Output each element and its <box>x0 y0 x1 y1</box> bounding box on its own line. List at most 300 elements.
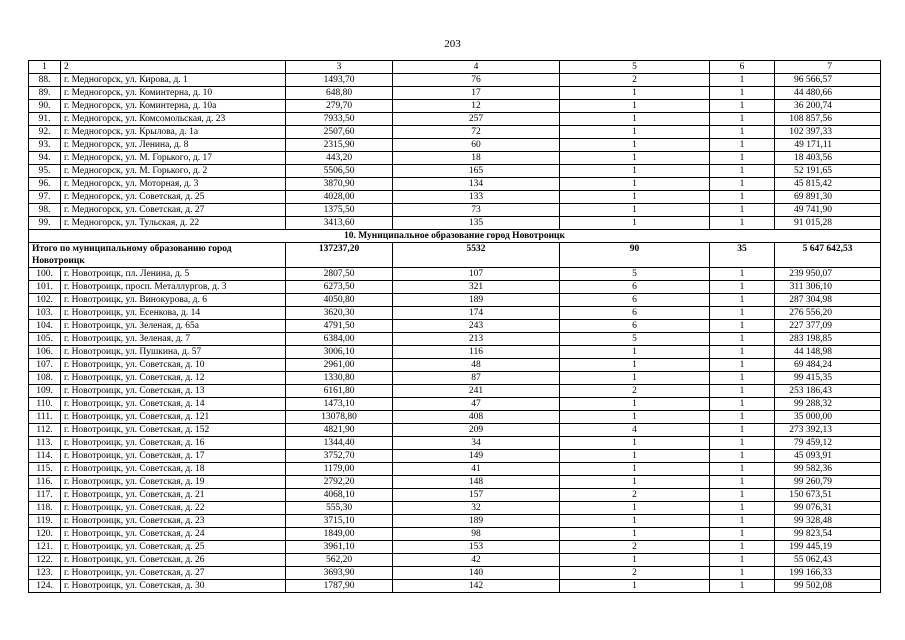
table-cell: 1 <box>710 489 775 502</box>
table-cell: 443,20 <box>286 152 393 165</box>
table-cell: 6 <box>560 320 710 333</box>
table-cell: 1 <box>560 580 710 593</box>
table-row <box>29 411 881 424</box>
table-cell: 1493,70 <box>286 74 393 87</box>
table-cell: 117. <box>29 489 61 502</box>
table-row <box>29 359 881 372</box>
table-cell: 105. <box>29 333 61 346</box>
table-cell: 1 <box>710 567 775 580</box>
table-cell: 135 <box>393 217 560 230</box>
table-cell: 99 502,08 <box>775 580 881 593</box>
table-cell: 148 <box>393 476 560 489</box>
table-cell: 1 <box>560 502 710 515</box>
table-cell: г. Новотроицк, ул. Советская, д. 25 <box>61 541 286 554</box>
table-cell: 150 673,51 <box>775 489 881 502</box>
table-cell: 3752,70 <box>286 450 393 463</box>
table-cell: 55 062,43 <box>775 554 881 567</box>
table-cell: 189 <box>393 294 560 307</box>
table-cell: 4 <box>560 424 710 437</box>
table-cell: 1 <box>710 320 775 333</box>
column-number-row <box>29 61 881 74</box>
table-cell: 3 <box>286 61 393 74</box>
table-cell: 69 484,24 <box>775 359 881 372</box>
table-cell: г. Новотроицк, ул. Советская, д. 10 <box>61 359 286 372</box>
table-row <box>29 541 881 554</box>
table-cell: 45 093,91 <box>775 450 881 463</box>
table-cell: 1 <box>710 268 775 281</box>
table-cell: 1 <box>710 217 775 230</box>
table-cell: 3961,10 <box>286 541 393 554</box>
table-row <box>29 307 881 320</box>
table-cell: 1 <box>710 139 775 152</box>
table-cell: 108. <box>29 372 61 385</box>
table-cell: г. Медногорск, ул. Кирова, д. 1 <box>61 74 286 87</box>
table-cell: 1 <box>29 61 61 74</box>
table-cell: 279,70 <box>286 100 393 113</box>
table-row <box>29 320 881 333</box>
table-cell: г. Медногорск, ул. М. Горького, д. 17 <box>61 152 286 165</box>
table-cell: г. Новотроицк, ул. Советская, д. 17 <box>61 450 286 463</box>
table-cell: 1849,00 <box>286 528 393 541</box>
table-cell: г. Новотроицк, ул. Советская, д. 26 <box>61 554 286 567</box>
table-cell: 3715,10 <box>286 515 393 528</box>
table-cell: 2 <box>560 541 710 554</box>
table-cell: 276 556,20 <box>775 307 881 320</box>
table-cell: 92. <box>29 126 61 139</box>
register-table <box>28 60 881 593</box>
table-row <box>29 204 881 217</box>
table-cell: 18 403,56 <box>775 152 881 165</box>
table-cell: г. Новотроицк, ул. Советская, д. 24 <box>61 528 286 541</box>
table-cell: 103. <box>29 307 61 320</box>
table-row <box>29 74 881 87</box>
table-cell: 123. <box>29 567 61 580</box>
table-cell: 89. <box>29 87 61 100</box>
table-cell: 241 <box>393 385 560 398</box>
table-row <box>29 165 881 178</box>
table-cell: 114. <box>29 450 61 463</box>
table-cell: 49 741,90 <box>775 204 881 217</box>
table-cell: 142 <box>393 580 560 593</box>
table-cell: 12 <box>393 100 560 113</box>
table-cell: 41 <box>393 463 560 476</box>
table-cell: г. Новотроицк, ул. Советская, д. 30 <box>61 580 286 593</box>
table-cell: 6384,00 <box>286 333 393 346</box>
table-cell: 133 <box>393 191 560 204</box>
table-cell: 118. <box>29 502 61 515</box>
table-cell: 95. <box>29 165 61 178</box>
table-cell: 1 <box>560 515 710 528</box>
table-cell: 6161,80 <box>286 385 393 398</box>
table-cell: г. Новотроицк, ул. Советская, д. 21 <box>61 489 286 502</box>
table-cell: 1 <box>560 87 710 100</box>
table-cell: 1 <box>560 359 710 372</box>
table-cell: 87 <box>393 372 560 385</box>
table-cell: 99 415,35 <box>775 372 881 385</box>
table-cell: 109. <box>29 385 61 398</box>
table-cell: 47 <box>393 398 560 411</box>
table-cell: 99 823,54 <box>775 528 881 541</box>
table-cell: 227 377,09 <box>775 320 881 333</box>
table-cell: 2 <box>560 74 710 87</box>
table-cell: 113. <box>29 437 61 450</box>
table-row <box>29 528 881 541</box>
table-cell: 100. <box>29 268 61 281</box>
table-cell: 1 <box>710 502 775 515</box>
table-row <box>29 372 881 385</box>
table-row <box>29 139 881 152</box>
table-cell: 6 <box>560 294 710 307</box>
table-cell: 1330,80 <box>286 372 393 385</box>
table-row <box>29 217 881 230</box>
table-cell: 111. <box>29 411 61 424</box>
table-cell: 1 <box>710 346 775 359</box>
table-cell: 1 <box>560 450 710 463</box>
section-title-row <box>29 230 881 243</box>
table-cell: 2807,50 <box>286 268 393 281</box>
table-cell: 2 <box>61 61 286 74</box>
table-cell: 1 <box>560 100 710 113</box>
table-cell: 98 <box>393 528 560 541</box>
table-cell: г. Медногорск, ул. Ленина, д. 8 <box>61 139 286 152</box>
table-cell: 4050,80 <box>286 294 393 307</box>
table-cell: 122. <box>29 554 61 567</box>
table-cell: 4 <box>393 61 560 74</box>
table-row <box>29 424 881 437</box>
table-cell: г. Новотроицк, ул. Советская, д. 23 <box>61 515 286 528</box>
table-cell: 1787,90 <box>286 580 393 593</box>
table-cell: 1 <box>560 204 710 217</box>
table-cell: 72 <box>393 126 560 139</box>
table-cell: 1 <box>710 165 775 178</box>
table-cell: 1179,00 <box>286 463 393 476</box>
table-cell: 1 <box>560 346 710 359</box>
table-cell: 1 <box>560 437 710 450</box>
table-cell: г. Новотроицк, ул. Винокурова, д. 6 <box>61 294 286 307</box>
table-cell: 99. <box>29 217 61 230</box>
table-cell: 96 566,57 <box>775 74 881 87</box>
table-cell: 1 <box>710 87 775 100</box>
table-cell: 1 <box>710 126 775 139</box>
table-row <box>29 489 881 502</box>
table-cell: 153 <box>393 541 560 554</box>
table-cell: г. Новотроицк, ул. Советская, д. 27 <box>61 567 286 580</box>
table-cell: 1 <box>710 424 775 437</box>
table-cell: 107 <box>393 268 560 281</box>
table-cell: 52 191,65 <box>775 165 881 178</box>
table-cell: 5 <box>560 61 710 74</box>
table-cell: г. Медногорск, ул. Крылова, д. 1а <box>61 126 286 139</box>
table-cell: 1 <box>710 385 775 398</box>
table-cell: 119. <box>29 515 61 528</box>
table-cell: 165 <box>393 165 560 178</box>
table-row <box>29 567 881 580</box>
table-cell: 1 <box>710 152 775 165</box>
table-row <box>29 398 881 411</box>
table-cell: 2792,20 <box>286 476 393 489</box>
table-cell: 94. <box>29 152 61 165</box>
table-cell: 283 198,85 <box>775 333 881 346</box>
table-row <box>29 152 881 165</box>
table-cell: 6273,50 <box>286 281 393 294</box>
table-cell: г. Новотроицк, ул. Советская, д. 18 <box>61 463 286 476</box>
table-cell: 1 <box>710 307 775 320</box>
total-sum: 5 647 642,53 <box>775 243 881 268</box>
table-cell: 99 076,31 <box>775 502 881 515</box>
table-cell: 120. <box>29 528 61 541</box>
table-cell: 1 <box>560 398 710 411</box>
table-cell: 1 <box>710 463 775 476</box>
table-cell: 1 <box>710 359 775 372</box>
total-col5: 90 <box>560 243 710 268</box>
table-cell: 1 <box>710 476 775 489</box>
table-cell: 2 <box>560 385 710 398</box>
table-cell: г. Медногорск, ул. Коминтерна, д. 10а <box>61 100 286 113</box>
table-cell: 1 <box>710 437 775 450</box>
table-row <box>29 113 881 126</box>
table-cell: 2 <box>560 567 710 580</box>
table-cell: 1 <box>710 100 775 113</box>
table-cell: 3870,90 <box>286 178 393 191</box>
table-cell: г. Новотроицк, ул. Советская, д. 14 <box>61 398 286 411</box>
table-cell: 18 <box>393 152 560 165</box>
table-cell: 1 <box>710 204 775 217</box>
table-cell: 35 000,00 <box>775 411 881 424</box>
table-row <box>29 554 881 567</box>
table-cell: г. Новотроицк, просп. Металлургов, д. 3 <box>61 281 286 294</box>
table-row <box>29 178 881 191</box>
table-cell: 199 166,33 <box>775 567 881 580</box>
total-row <box>29 243 881 268</box>
table-cell: 42 <box>393 554 560 567</box>
table-cell: г. Новотроицк, пл. Ленина, д. 5 <box>61 268 286 281</box>
table-cell: 6 <box>560 307 710 320</box>
total-area: 137237,20 <box>286 243 393 268</box>
table-cell: 1 <box>710 580 775 593</box>
total-col6: 35 <box>710 243 775 268</box>
table-cell: 1 <box>710 113 775 126</box>
table-cell: 49 171,11 <box>775 139 881 152</box>
table-row <box>29 87 881 100</box>
table-cell: 1 <box>710 191 775 204</box>
table-cell: г. Новотроицк, ул. Пушкина, д. 57 <box>61 346 286 359</box>
table-cell: 1 <box>710 333 775 346</box>
table-cell: г. Новотроицк, ул. Советская, д. 22 <box>61 502 286 515</box>
table-cell: 1 <box>560 113 710 126</box>
total-col4: 5532 <box>393 243 560 268</box>
total-label: Итого по муниципальному образованию город Новотроицк <box>29 243 286 268</box>
table-cell: 108 857,56 <box>775 113 881 126</box>
table-cell: 174 <box>393 307 560 320</box>
table-cell: г. Медногорск, ул. Тульская, д. 22 <box>61 217 286 230</box>
table-cell: 1 <box>560 476 710 489</box>
table-cell: 3413,60 <box>286 217 393 230</box>
table-row <box>29 502 881 515</box>
table-cell: 1 <box>710 541 775 554</box>
table-cell: 5 <box>560 268 710 281</box>
table-cell: 1 <box>710 178 775 191</box>
table-cell: 2 <box>560 489 710 502</box>
table-cell: 189 <box>393 515 560 528</box>
table-cell: 48 <box>393 359 560 372</box>
table-cell: 60 <box>393 139 560 152</box>
table-cell: 116 <box>393 346 560 359</box>
table-cell: 6 <box>710 61 775 74</box>
table-cell: 91. <box>29 113 61 126</box>
table-cell: 1 <box>560 178 710 191</box>
table-cell: 91 015,28 <box>775 217 881 230</box>
table-cell: 32 <box>393 502 560 515</box>
table-cell: 17 <box>393 87 560 100</box>
table-cell: 1 <box>710 450 775 463</box>
table-row <box>29 385 881 398</box>
table-row <box>29 294 881 307</box>
table-cell: 1 <box>710 528 775 541</box>
table-cell: 88. <box>29 74 61 87</box>
table-row <box>29 281 881 294</box>
table-cell: 96. <box>29 178 61 191</box>
table-cell: г. Медногорск, ул. Советская, д. 27 <box>61 204 286 217</box>
table-cell: 101. <box>29 281 61 294</box>
table-cell: 1 <box>710 294 775 307</box>
table-row <box>29 580 881 593</box>
section-title: 10. Муниципальное образование город Новотроицк <box>29 230 881 243</box>
table-cell: 4068,10 <box>286 489 393 502</box>
table-cell: 1 <box>710 411 775 424</box>
table-row <box>29 450 881 463</box>
table-cell: 1 <box>710 398 775 411</box>
table-cell: 6 <box>560 281 710 294</box>
table-cell: 253 186,43 <box>775 385 881 398</box>
table-cell: 134 <box>393 178 560 191</box>
table-cell: г. Новотроицк, ул. Советская, д. 16 <box>61 437 286 450</box>
table-cell: 1 <box>560 411 710 424</box>
table-cell: 555,30 <box>286 502 393 515</box>
table-cell: 209 <box>393 424 560 437</box>
table-cell: 1375,50 <box>286 204 393 217</box>
table-cell: 121. <box>29 541 61 554</box>
table-cell: 408 <box>393 411 560 424</box>
table-cell: 34 <box>393 437 560 450</box>
table-cell: г. Медногорск, ул. Коминтерна, д. 10 <box>61 87 286 100</box>
table-row <box>29 268 881 281</box>
table-cell: 98. <box>29 204 61 217</box>
table-cell: 102 397,33 <box>775 126 881 139</box>
table-cell: г. Медногорск, ул. Комсомольская, д. 23 <box>61 113 286 126</box>
table-cell: 2507,60 <box>286 126 393 139</box>
table-cell: 73 <box>393 204 560 217</box>
table-cell: 1 <box>560 554 710 567</box>
table-cell: 1 <box>710 281 775 294</box>
table-row <box>29 346 881 359</box>
table-cell: 2315,90 <box>286 139 393 152</box>
table-cell: 1 <box>560 463 710 476</box>
table-cell: 1 <box>560 165 710 178</box>
table-cell: г. Новотроицк, ул. Советская, д. 121 <box>61 411 286 424</box>
table-cell: г. Новотроицк, ул. Есенкова, д. 14 <box>61 307 286 320</box>
table-cell: 79 459,12 <box>775 437 881 450</box>
table-row <box>29 191 881 204</box>
table-cell: 116. <box>29 476 61 489</box>
table-cell: 7933,50 <box>286 113 393 126</box>
table-cell: 321 <box>393 281 560 294</box>
table-cell: 1 <box>710 554 775 567</box>
table-cell: 1344,40 <box>286 437 393 450</box>
table-cell: 3620,30 <box>286 307 393 320</box>
page-number: 203 <box>444 38 461 50</box>
table-cell: г. Медногорск, ул. М. Горького, д. 2 <box>61 165 286 178</box>
table-cell: 106. <box>29 346 61 359</box>
table-cell: 257 <box>393 113 560 126</box>
table-cell: 104. <box>29 320 61 333</box>
table-cell: 562,20 <box>286 554 393 567</box>
table-row <box>29 126 881 139</box>
table-cell: 1 <box>560 191 710 204</box>
table-row <box>29 515 881 528</box>
table-cell: 1 <box>560 126 710 139</box>
table-row <box>29 100 881 113</box>
table-cell: г. Медногорск, ул. Моторная, д. 3 <box>61 178 286 191</box>
table-cell: 648,80 <box>286 87 393 100</box>
table-cell: 1 <box>560 139 710 152</box>
table-cell: 7 <box>775 61 881 74</box>
table-cell: 1 <box>560 528 710 541</box>
table-cell: 99 328,48 <box>775 515 881 528</box>
table-cell: 213 <box>393 333 560 346</box>
table-cell: 36 200,74 <box>775 100 881 113</box>
table-cell: 5 <box>560 333 710 346</box>
table-cell: 1 <box>710 74 775 87</box>
table-cell: 311 306,10 <box>775 281 881 294</box>
table-cell: 4821,90 <box>286 424 393 437</box>
table-cell: 97. <box>29 191 61 204</box>
table-cell: 5506,50 <box>286 165 393 178</box>
table-cell: 3693,90 <box>286 567 393 580</box>
table-cell: 76 <box>393 74 560 87</box>
table-row <box>29 476 881 489</box>
table-cell: г. Новотроицк, ул. Советская, д. 19 <box>61 476 286 489</box>
table-row <box>29 437 881 450</box>
table-cell: 13078,80 <box>286 411 393 424</box>
table-cell: 102. <box>29 294 61 307</box>
table-cell: 273 392,13 <box>775 424 881 437</box>
table-cell: 149 <box>393 450 560 463</box>
table-cell: 107. <box>29 359 61 372</box>
table-cell: г. Новотроицк, ул. Советская, д. 13 <box>61 385 286 398</box>
table-cell: г. Медногорск, ул. Советская, д. 25 <box>61 191 286 204</box>
table-cell: 99 288,32 <box>775 398 881 411</box>
table-cell: 3006,10 <box>286 346 393 359</box>
table-cell: г. Новотроицк, ул. Зеленая, д. 65а <box>61 320 286 333</box>
table-cell: 45 815,42 <box>775 178 881 191</box>
table-cell: 4028,00 <box>286 191 393 204</box>
table-row <box>29 463 881 476</box>
table-cell: 90. <box>29 100 61 113</box>
table-cell: 1 <box>560 372 710 385</box>
table-cell: 93. <box>29 139 61 152</box>
table-cell: г. Новотроицк, ул. Советская, д. 152 <box>61 424 286 437</box>
table-cell: 44 480,66 <box>775 87 881 100</box>
table-cell: 69 891,30 <box>775 191 881 204</box>
table-cell: 1 <box>560 152 710 165</box>
table-cell: 99 582,36 <box>775 463 881 476</box>
table-cell: 287 304,98 <box>775 294 881 307</box>
table-cell: 199 445,19 <box>775 541 881 554</box>
table-cell: 124. <box>29 580 61 593</box>
table-cell: 243 <box>393 320 560 333</box>
table-cell: г. Новотроицк, ул. Советская, д. 12 <box>61 372 286 385</box>
table-row <box>29 333 881 346</box>
